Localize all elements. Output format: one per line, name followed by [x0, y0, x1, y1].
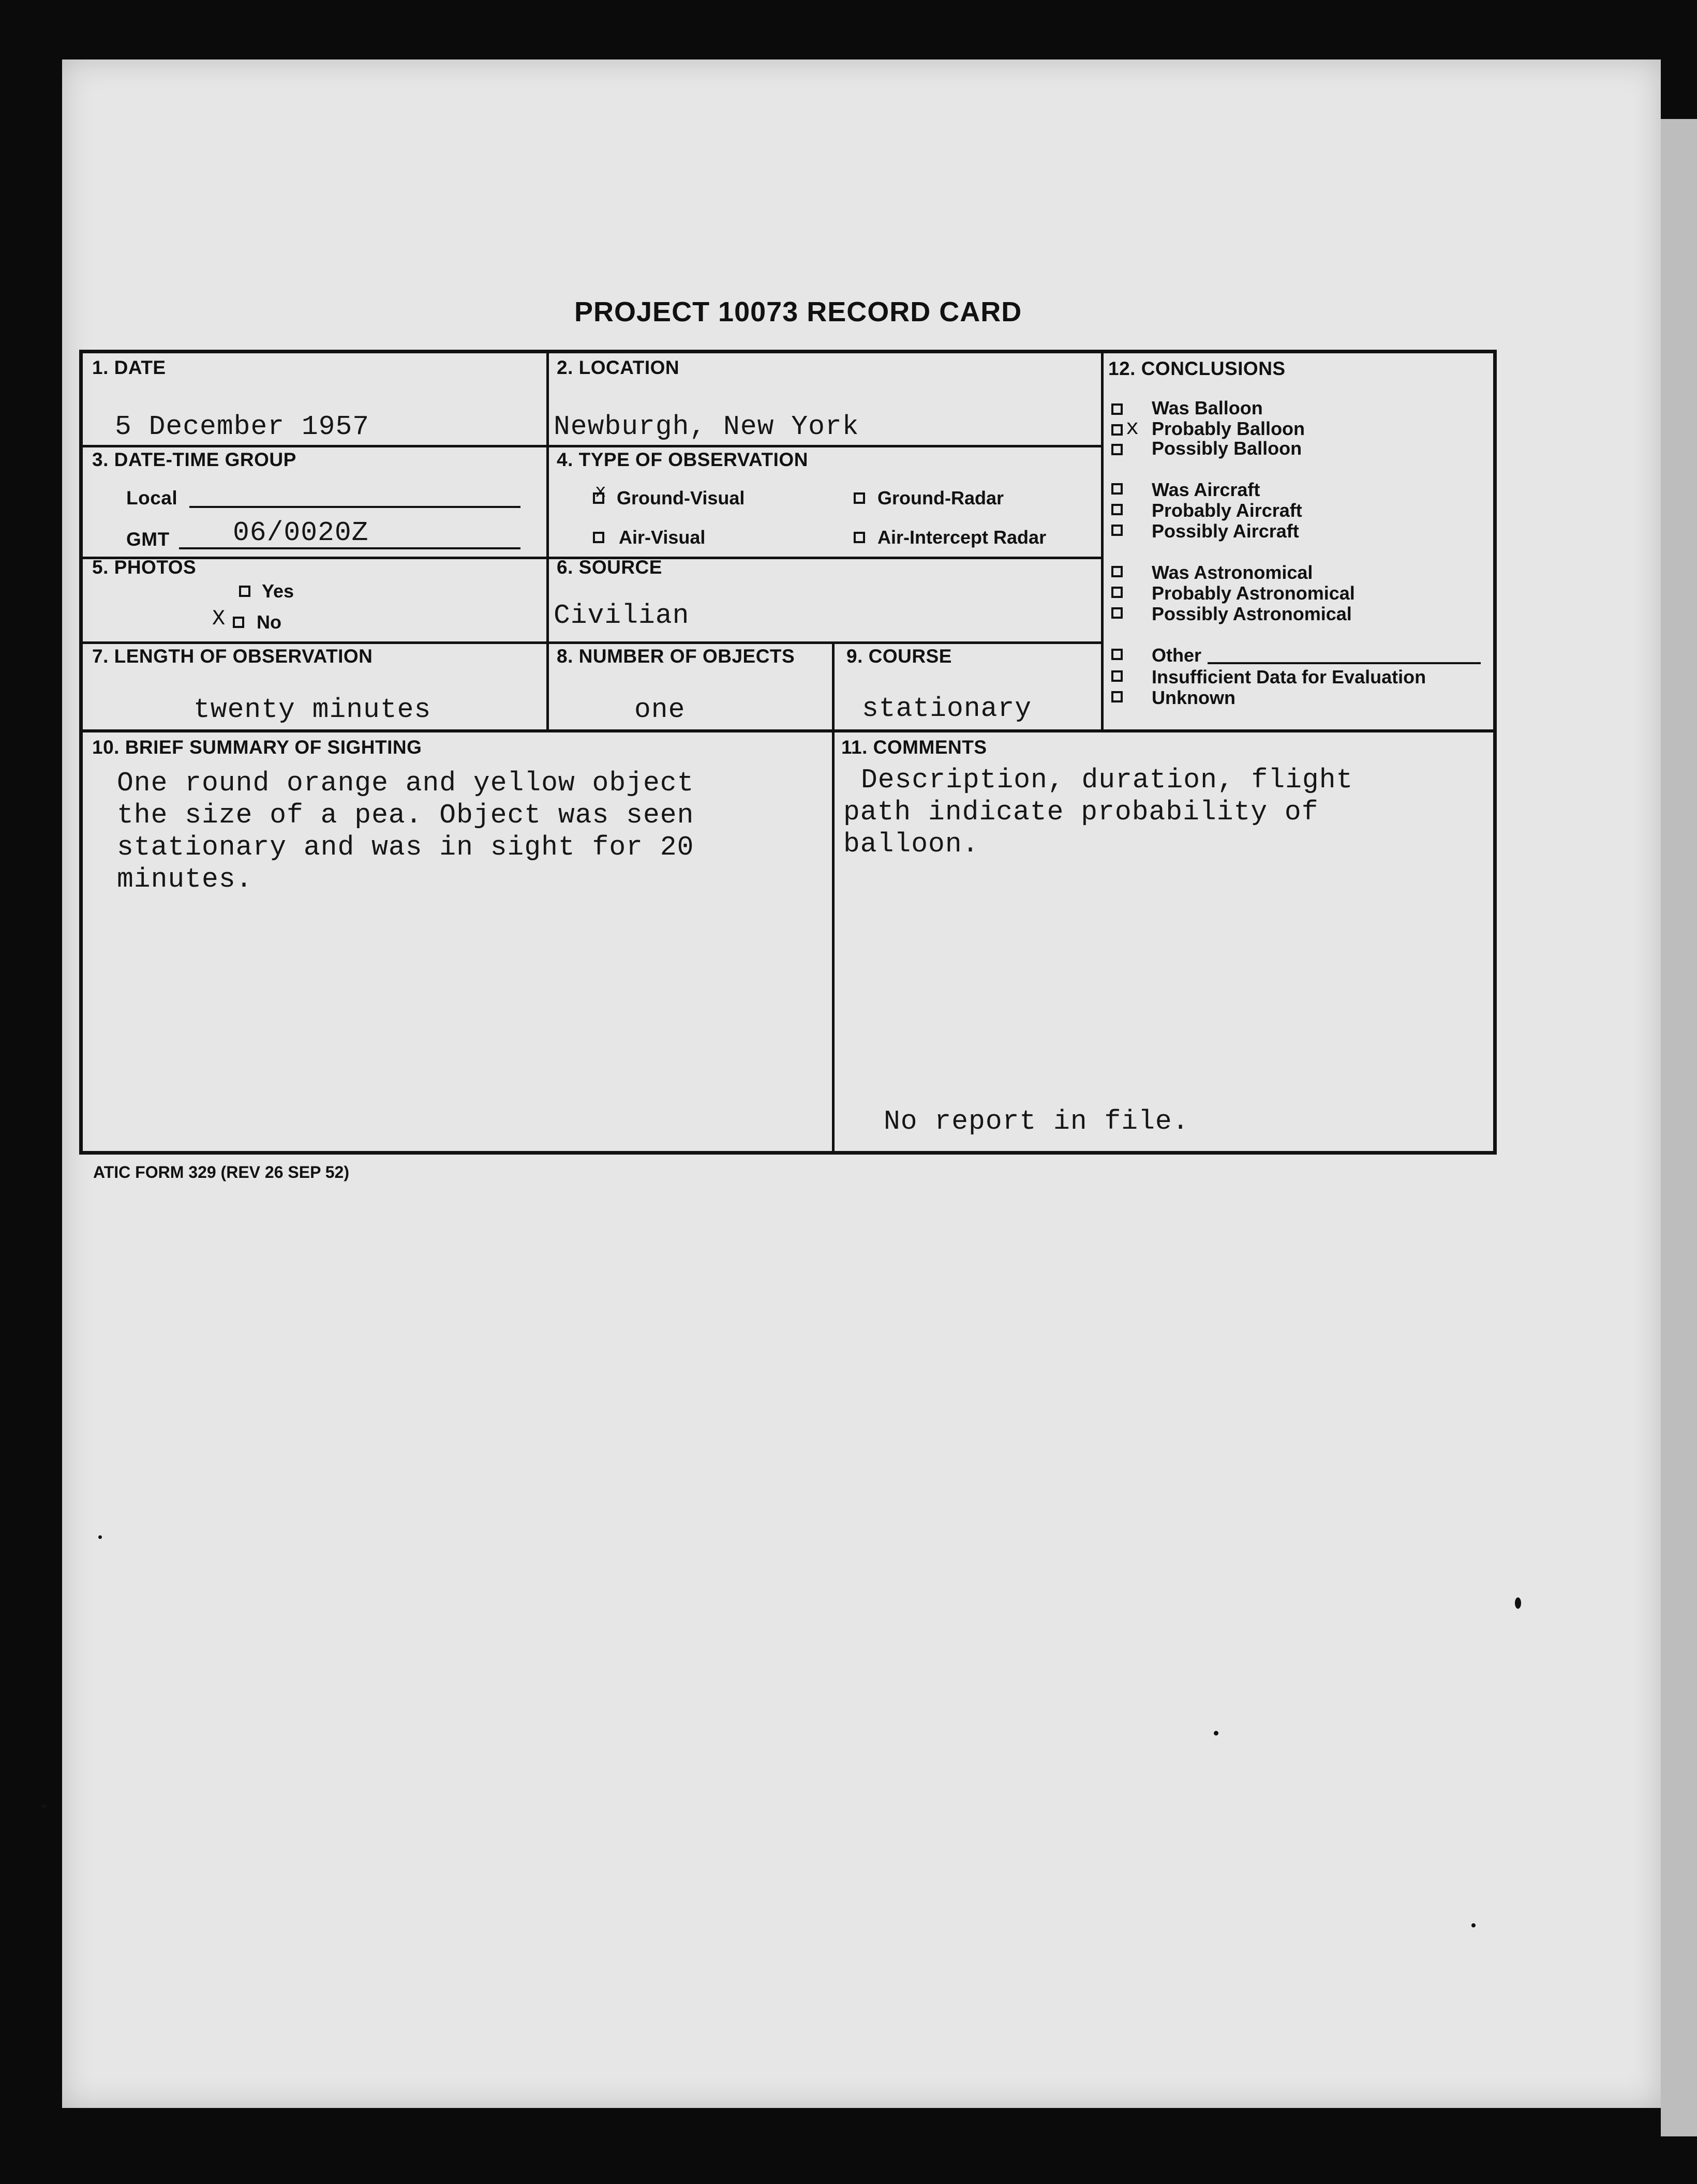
- photos-label: 5. PHOTOS: [92, 557, 197, 578]
- checkbox-unknown[interactable]: [1111, 691, 1123, 702]
- conclusion-insufficient-data: Insufficient Data for Evaluation: [1152, 666, 1426, 687]
- probably-balloon-mark: x: [1126, 416, 1139, 441]
- divider-h-row3: [79, 641, 1104, 644]
- dtg-gmt-label: GMT: [126, 529, 170, 550]
- conclusion-probably-aircraft: Probably Aircraft: [1152, 500, 1302, 521]
- conclusion-possibly-astronomical: Possibly Astronomical: [1152, 603, 1352, 624]
- checkbox-was-balloon[interactable]: [1111, 403, 1123, 415]
- num-objects-value: one: [634, 694, 686, 725]
- conclusion-other: Other: [1152, 645, 1202, 666]
- dtg-gmt-value: 06/0020Z: [233, 517, 369, 548]
- photos-yes-label: Yes: [262, 580, 294, 602]
- dtg-label: 3. DATE-TIME GROUP: [92, 449, 296, 470]
- comments-line-2: path indicate probability of: [843, 797, 1319, 828]
- comments-label: 11. COMMENTS: [841, 737, 987, 758]
- photos-no-mark: X: [212, 606, 226, 631]
- option-ground-radar: Ground-Radar: [877, 487, 1004, 508]
- checkbox-other[interactable]: [1111, 649, 1123, 660]
- conclusion-possibly-balloon: Possibly Balloon: [1152, 438, 1302, 459]
- checkbox-possibly-astronomical[interactable]: [1111, 607, 1123, 619]
- checkbox-probably-aircraft[interactable]: [1111, 504, 1123, 515]
- checkbox-possibly-balloon[interactable]: [1111, 444, 1123, 455]
- ground-visual-mark: x: [595, 481, 606, 502]
- summary-line-3: stationary and was in sight for 20: [117, 832, 694, 863]
- checkbox-was-aircraft[interactable]: [1111, 483, 1123, 495]
- location-label: 2. LOCATION: [557, 357, 680, 378]
- course-label: 9. COURSE: [846, 646, 952, 667]
- option-ground-visual: Ground-Visual: [617, 487, 745, 508]
- length-label: 7. LENGTH OF OBSERVATION: [92, 646, 373, 667]
- divider-v-summary-comments: [832, 729, 835, 1155]
- conclusion-possibly-aircraft: Possibly Aircraft: [1152, 520, 1299, 542]
- checkbox-air-intercept-radar[interactable]: [854, 532, 865, 543]
- date-value: 5 December 1957: [115, 411, 370, 442]
- divider-v-left: [546, 350, 549, 729]
- paper-edge: [1661, 119, 1697, 2136]
- checkbox-ground-radar[interactable]: [854, 492, 865, 504]
- scan-speck: [1515, 1597, 1521, 1609]
- card-title: PROJECT 10073 RECORD CARD: [574, 296, 1022, 327]
- conclusion-was-astronomical: Was Astronomical: [1152, 562, 1313, 583]
- conclusion-probably-balloon: Probably Balloon: [1152, 418, 1305, 439]
- summary-line-2: the size of a pea. Object was seen: [117, 800, 694, 831]
- location-value: Newburgh, New York: [554, 411, 859, 442]
- comments-line-1: Description, duration, flight: [861, 765, 1353, 796]
- dtg-local-line: [189, 506, 520, 508]
- length-value: twenty minutes: [193, 694, 431, 725]
- conclusion-was-balloon: Was Balloon: [1152, 397, 1263, 418]
- checkbox-photos-yes[interactable]: [239, 586, 250, 597]
- checkbox-air-visual[interactable]: [593, 532, 604, 543]
- date-label: 1. DATE: [92, 357, 166, 378]
- scan-speck: [1471, 1923, 1476, 1927]
- conclusion-was-aircraft: Was Aircraft: [1152, 479, 1260, 500]
- observation-type-label: 4. TYPE OF OBSERVATION: [557, 449, 808, 470]
- summary-label: 10. BRIEF SUMMARY OF SIGHTING: [92, 737, 422, 758]
- checkbox-possibly-aircraft[interactable]: [1111, 525, 1123, 536]
- divider-h-row1: [79, 445, 1104, 447]
- option-air-intercept-radar: Air-Intercept Radar: [877, 527, 1047, 548]
- conclusion-unknown: Unknown: [1152, 687, 1235, 708]
- source-value: Civilian: [554, 600, 690, 631]
- scan-speck: [41, 1804, 47, 1808]
- course-value: stationary: [862, 693, 1032, 724]
- checkbox-was-astronomical[interactable]: [1111, 566, 1123, 577]
- divider-v-objects-course: [832, 641, 835, 729]
- checkbox-photos-no[interactable]: [233, 617, 244, 628]
- comments-line-3: balloon.: [843, 829, 979, 860]
- divider-v-conclusions: [1101, 350, 1104, 732]
- checkbox-insufficient-data[interactable]: [1111, 670, 1123, 682]
- photos-no-label: No: [257, 611, 281, 633]
- scan-speck: [1214, 1731, 1218, 1736]
- source-label: 6. SOURCE: [557, 557, 662, 578]
- checkbox-probably-balloon[interactable]: [1111, 424, 1123, 436]
- scan-speck: [98, 1535, 102, 1539]
- dtg-local-label: Local: [126, 487, 178, 508]
- option-air-visual: Air-Visual: [619, 527, 706, 548]
- conclusion-probably-astronomical: Probably Astronomical: [1152, 582, 1355, 604]
- other-line: [1208, 662, 1481, 664]
- checkbox-probably-astronomical[interactable]: [1111, 587, 1123, 598]
- comments-footer: No report in file.: [884, 1106, 1189, 1137]
- form-id: ATIC FORM 329 (REV 26 SEP 52): [93, 1163, 349, 1181]
- summary-line-4: minutes.: [117, 864, 253, 895]
- summary-line-1: One round orange and yellow object: [117, 768, 694, 799]
- conclusions-label: 12. CONCLUSIONS: [1108, 358, 1286, 379]
- divider-h-row4: [79, 729, 1497, 732]
- num-objects-label: 8. NUMBER OF OBJECTS: [557, 646, 795, 667]
